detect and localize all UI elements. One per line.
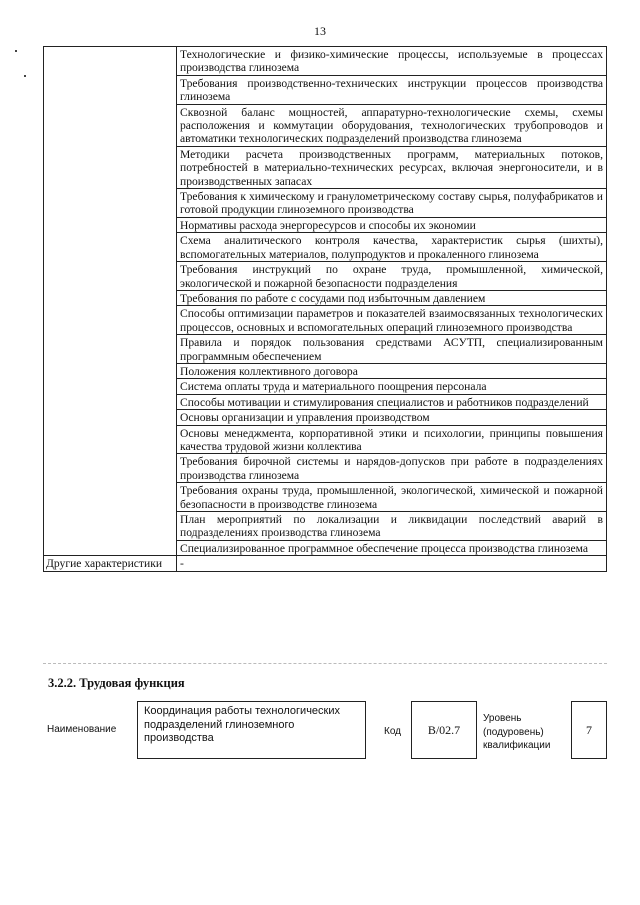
code-box xyxy=(411,701,477,759)
name-label: Наименование xyxy=(47,724,117,735)
knowledge-item: Основы организации и управления производством xyxy=(177,410,607,425)
table-row xyxy=(44,47,607,76)
knowledge-item: Методики расчета производственных программ, материальных потоков, потребностей в материально-технических ресурсах, включая энергоносители, и в производственных запасах xyxy=(177,146,607,188)
knowledge-item: Требования производственно-технических инструкции процессов производства глинозема xyxy=(177,75,607,104)
knowledge-item: План мероприятий по локализации и ликвидации последствий аварий в подразделениях производства глинозема xyxy=(177,512,607,541)
qualification-level-label: Уровень (подуровень) квалификации xyxy=(483,713,551,751)
category-cell xyxy=(44,47,177,556)
knowledge-item: Специализированное программное обеспечение процесса производства глинозема xyxy=(177,540,607,555)
knowledge-item: Система оплаты труда и материального поощрения персонала xyxy=(177,379,607,394)
qualification-level-value: 7 xyxy=(586,722,592,737)
scan-mark xyxy=(24,75,26,77)
knowledge-table xyxy=(43,46,607,572)
knowledge-item: Нормативы расхода энергоресурсов и способы их экономии xyxy=(177,217,607,232)
qualification-level-box xyxy=(571,701,607,759)
labor-function-name-box xyxy=(137,701,366,759)
knowledge-item: Требования бирочной системы и нарядов-допусков при работе в подразделениях производства глинозема xyxy=(177,454,607,483)
code-label: Код xyxy=(384,726,402,737)
table-row-other xyxy=(44,556,607,571)
knowledge-item: Требования к химическому и гранулометрическому составу сырья, полуфабрикатов и готовой продукции глиноземного производства xyxy=(177,189,607,218)
knowledge-item: Технологические и физико-химические процессы, используемые в процессах производства глинозема xyxy=(177,47,607,76)
page-divider xyxy=(43,663,607,664)
knowledge-item: Правила и порядок пользования средствами АСУТП, специализированным программным обеспечением xyxy=(177,335,607,364)
knowledge-item: Способы оптимизации параметров и показателей взаимосвязанных технологических процессов, основных и вспомогательных операций глиноземного производства xyxy=(177,306,607,335)
knowledge-item: Положения коллективного договора xyxy=(177,363,607,378)
section-title: 3.2.2. Трудовая функция xyxy=(48,676,185,690)
knowledge-item: Сквозной баланс мощностей, аппаратурно-технологические схемы, схемы расположения и коммутации оборудования, технологических трубопроводов и автоматики технологических подразделений производства глинозема xyxy=(177,104,607,146)
labor-function-name: Координация работы технологических подразделений глиноземного производства xyxy=(144,705,340,744)
knowledge-item: Основы менеджмента, корпоративной этики и психологии, принципы повышения качества трудовой жизни коллектива xyxy=(177,425,607,454)
code-value: B/02.7 xyxy=(427,722,461,737)
other-characteristics-value: - xyxy=(177,556,607,571)
other-characteristics-label: Другие характеристики xyxy=(44,556,177,571)
knowledge-item: Способы мотивации и стимулирования специалистов и работников подразделений xyxy=(177,394,607,409)
knowledge-item: Требования по работе с сосудами под избыточным давлением xyxy=(177,290,607,305)
knowledge-item: Требования охраны труда, промышленной, экологической, химической и пожарной безопасности в производстве глинозема xyxy=(177,483,607,512)
knowledge-item: Схема аналитического контроля качества, характеристик сырья (шихты), вспомогательных материалов, полупродуктов и прокаленного глинозема xyxy=(177,233,607,262)
knowledge-item: Требования инструкций по охране труда, промышленной, химической, экологической и пожарной безопасности подразделения xyxy=(177,262,607,291)
page-number: 13 xyxy=(314,24,326,38)
scan-mark xyxy=(15,50,17,52)
